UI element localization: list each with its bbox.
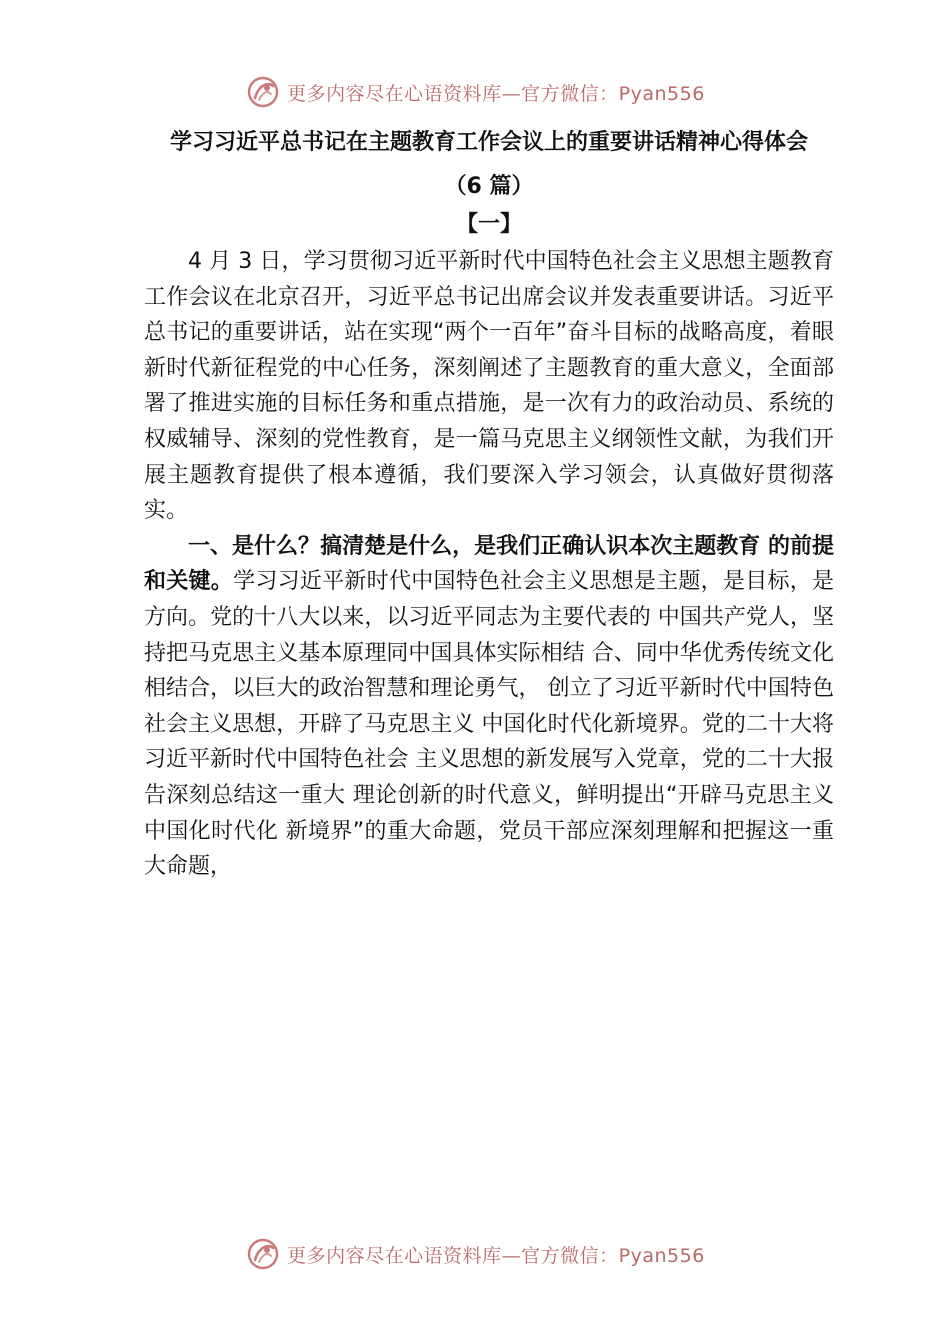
watermark-wechat-id: Pyan556 — [618, 1244, 705, 1267]
watermark-header — [0, 72, 950, 112]
paragraph-section-one-body: 学习习近平新时代中国特色社会主义思想是主题，是目标，是方向。党的十八大以来，以习近平同志为主要代表的 中国共产党人，坚持把马克思主义基本原理同中国具体实际相结 合、同中华优秀传统文化相结合，以巨大的政治智慧和理论勇气， 创立了习近平新时代中国特色社会主义思想，开辟了马克思主义 中国化时代化新境界。党的二十大将习近平新时代中国特色社会 主义思想的新发展写入党章，党的二十大报告深刻总结这一重大 理论创新的时代意义，鲜明提出“开辟马克思主义中国化时代化 新境界”的重大命题，党员干部应深刻理解和把握这一重大命题， — [144, 569, 834, 880]
paragraph-section-one-heading: 一、是什么？搞清楚是什么，是我们正确认识本次主题教育 的前提和关键。 — [144, 533, 834, 595]
watermark-footer — [0, 1234, 950, 1274]
paragraph-intro: 4 月 3 日，学习贯彻习近平新时代中国特色社会主义思想主题教育工作会议在北京召开，习近平总书记出席会议并发表重要讲话。习近平总书记的重要讲话，站在实现“两个一百年”奋斗目标的战略高度，着眼新时代新征程党的中心任务，深刻阐述了主题教育的重大意义，全面部署了推进实施的目标任务和重点措施，是一次有力的政治动员、系统的权威辅导、深刻的党性教育，是一篇马克思主义纲领性文献，为我们开展主题教育提供了根本遵循，我们要深入学习领会，认真做好贯彻落实。 — [144, 249, 834, 524]
watermark-logo-icon — [245, 74, 281, 110]
watermark-wechat-id: Pyan556 — [618, 82, 705, 105]
document-title: 学习习近平总书记在主题教育工作会议上的重要讲话精神心得体会 — [169, 130, 808, 155]
watermark-logo-icon — [245, 1236, 281, 1272]
section-marker: 【一】 — [455, 212, 522, 237]
document-body — [144, 124, 834, 885]
document-count: （6 篇） — [444, 174, 534, 199]
watermark-text: 更多内容尽在心语资料库—官方微信：Pyan556 — [287, 1244, 705, 1267]
watermark-text: 更多内容尽在心语资料库—官方微信：Pyan556 — [287, 82, 705, 105]
paragraph-section-one — [144, 529, 834, 885]
